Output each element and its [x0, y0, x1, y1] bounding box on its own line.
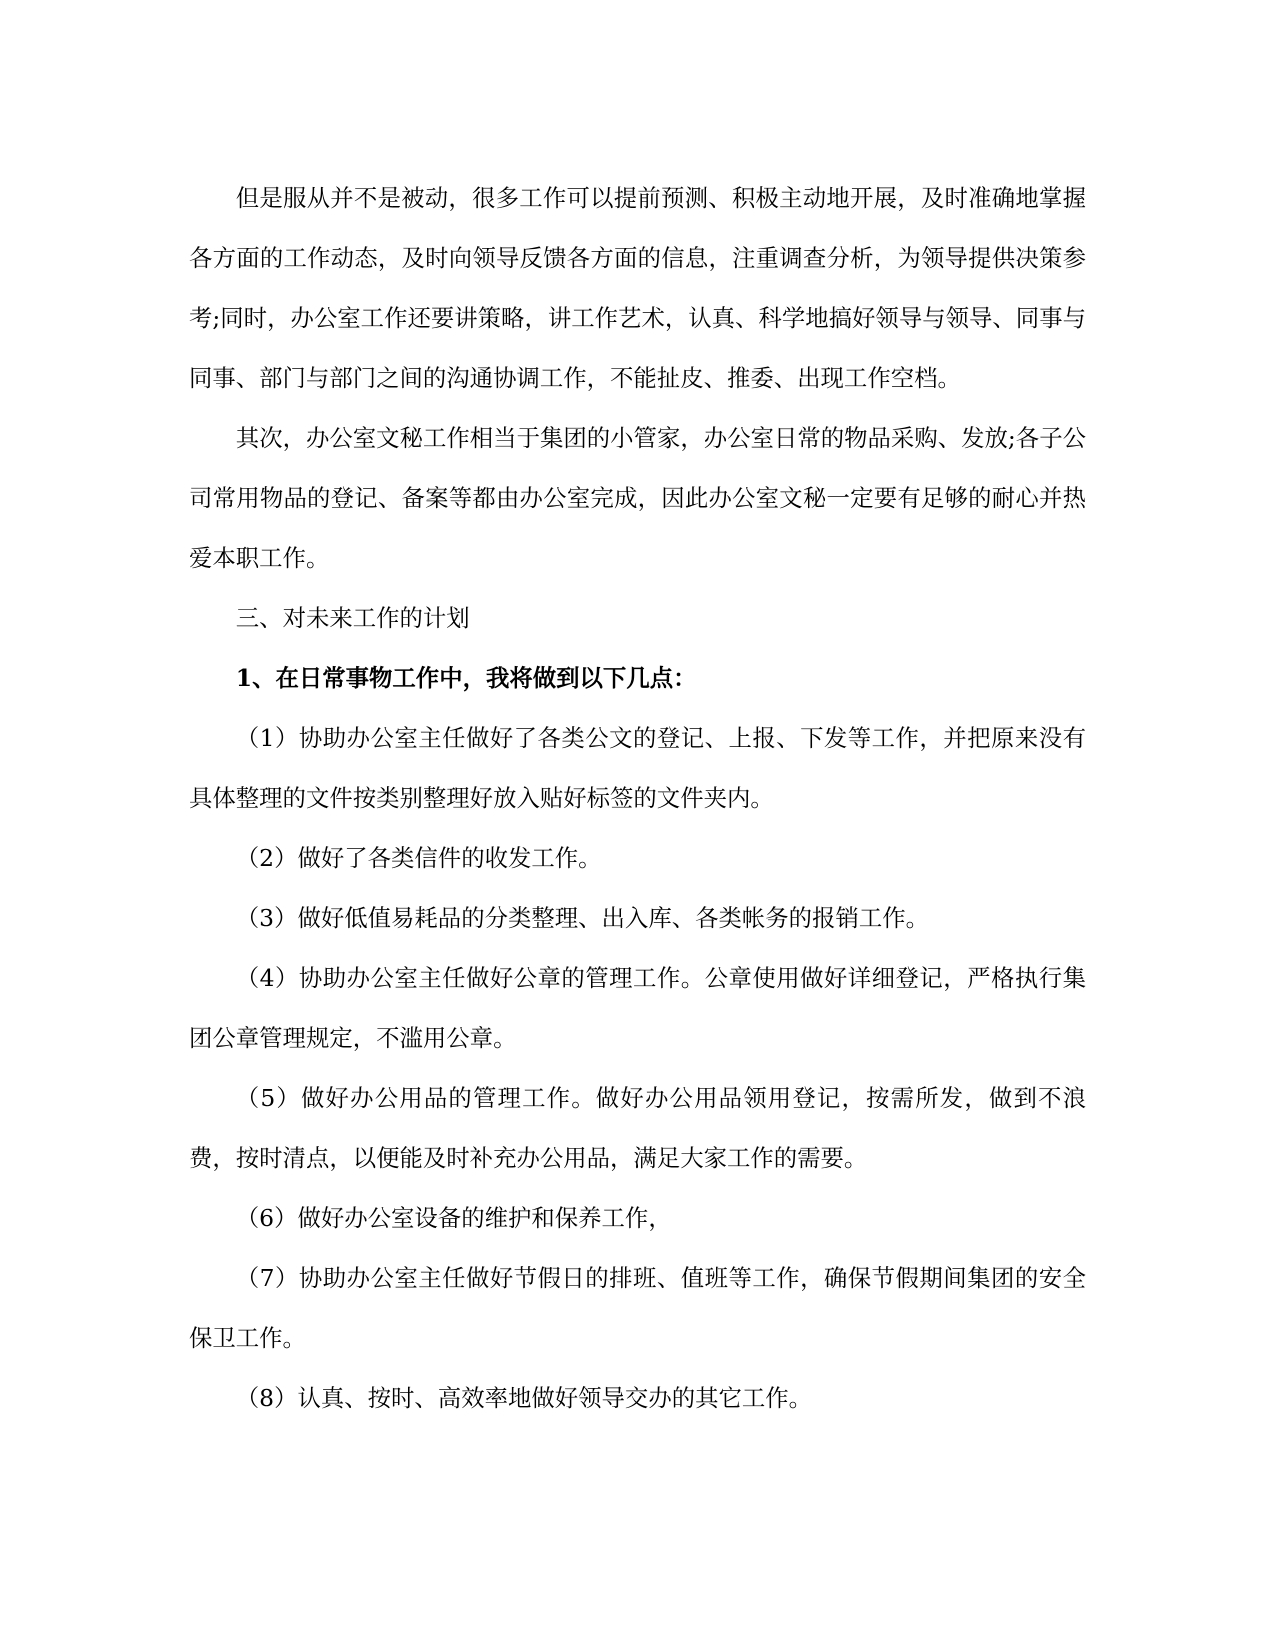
list-item-7: （7）协助办公室主任做好节假日的排班、值班等工作，确保节假期间集团的安全保卫工作。: [189, 1264, 1086, 1352]
list-item-5: （5）做好办公用品的管理工作。做好办公用品领用登记，按需所发，做到不浪费，按时清点，以便能及时补充办公用品，满足大家工作的需要。: [189, 1084, 1086, 1172]
section-heading-future-plan: 三、对未来工作的计划: [235, 604, 470, 632]
list-item-6: （6）做好办公室设备的维护和保养工作，: [235, 1204, 672, 1232]
list-item-1: （1）协助办公室主任做好了各类公文的登记、上报、下发等工作，并把原来没有具体整理的文件按类别整理好放入贴好标签的文件夹内。: [189, 724, 1086, 812]
list-item-2: （2）做好了各类信件的收发工作。: [235, 844, 602, 872]
document-body: [189, 168, 1086, 1428]
paragraph-housekeeper: 其次，办公室文秘工作相当于集团的小管家，办公室日常的物品采购、发放;各子公司常用物品的登记、备案等都由办公室完成，因此办公室文秘一定要有足够的耐心并热爱本职工作。: [189, 424, 1086, 572]
list-item-3: （3）做好低值易耗品的分类整理、出入库、各类帐务的报销工作。: [235, 904, 930, 932]
paragraph-obedience: 但是服从并不是被动，很多工作可以提前预测、积极主动地开展，及时准确地掌握各方面的工作动态，及时向领导反馈各方面的信息，注重调查分析，为领导提供决策参考;同时，办公室工作还要讲策略，讲工作艺术，认真、科学地搞好领导与领导、同事与同事、部门与部门之间的沟通协调工作，不能扯皮、推委、出现工作空档。: [189, 184, 1086, 392]
list-item-8: （8）认真、按时、高效率地做好领导交办的其它工作。: [235, 1384, 813, 1412]
list-item-4: （4）协助办公室主任做好公章的管理工作。公章使用做好详细登记，严格执行集团公章管理规定，不滥用公章。: [189, 964, 1086, 1052]
subheading-daily-affairs: 1、在日常事物工作中，我将做到以下几点：: [235, 664, 697, 692]
